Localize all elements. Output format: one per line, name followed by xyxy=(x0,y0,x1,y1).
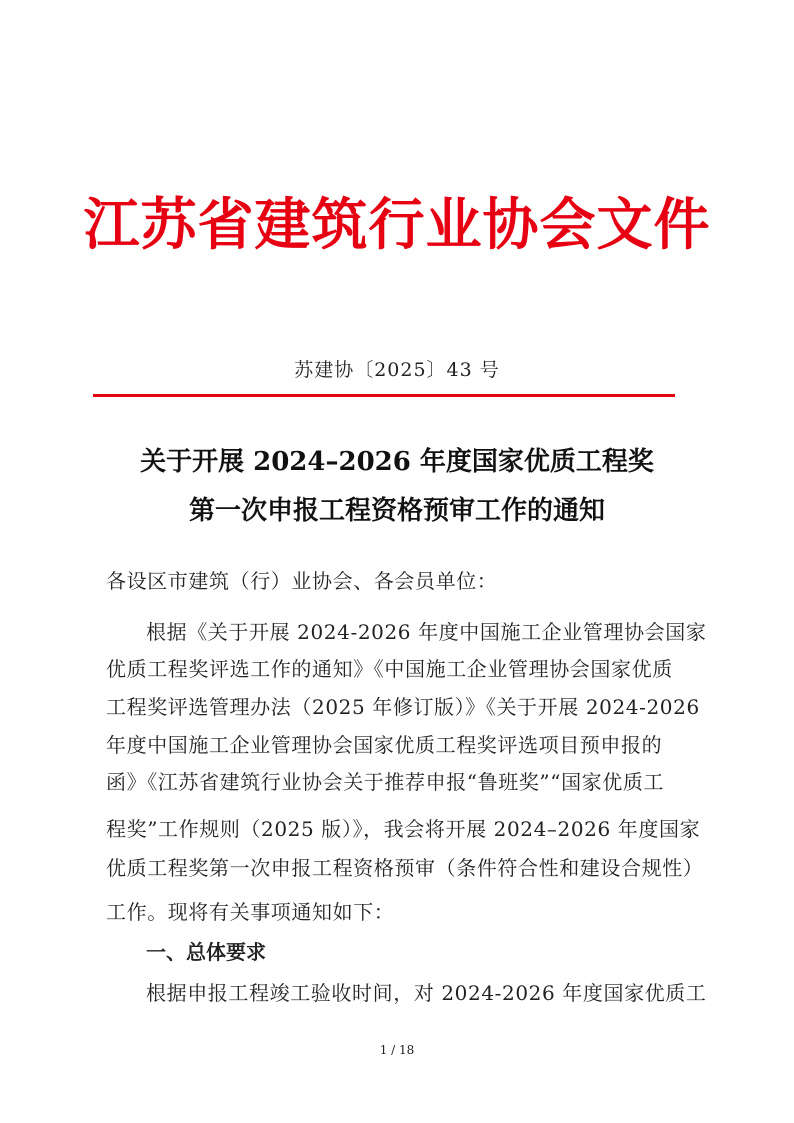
section-1-first-line: 根据申报工程竣工验收时间，对 2024-2026 年度国家优质工 xyxy=(146,981,707,1005)
notice-title-line-2: 第一次申报工程资格预审工作的通知 xyxy=(188,496,605,526)
body-line-8: 工作。现将有关事项通知如下： xyxy=(106,900,395,924)
body-line-4: 年度中国施工企业管理协会国家优质工程奖评选项目预申报的 xyxy=(106,733,663,757)
body-line-1: 根据《关于开展 2024-2026 年度中国施工企业管理协会国家 xyxy=(146,620,707,644)
body-line-3: 工程奖评选管理办法（2025 年修订版）》《关于开展 2024-2026 xyxy=(106,695,700,719)
body-line-6: 程奖”工作规则（2025 版）》，我会将开展 2024–2026 年度国家 xyxy=(106,817,701,841)
notice-title-line-1: 关于开展 2024–2026 年度国家优质工程奖 xyxy=(140,447,654,477)
document-number: 苏建协〔2025〕43 号 xyxy=(294,359,500,381)
document-header-title: 江苏省建筑行业协会文件 xyxy=(83,192,711,258)
body-line-7: 优质工程奖第一次申报工程资格预审（条件符合性和建设合规性） xyxy=(106,856,704,880)
body-line-5: 函》《江苏省建筑行业协会关于推荐申报“鲁班奖”“国家优质工 xyxy=(106,770,665,794)
section-1-heading: 一、总体要求 xyxy=(146,940,266,964)
body-line-2: 优质工程奖评选工作的通知》《中国施工企业管理协会国家优质 xyxy=(106,657,673,681)
page-number: 1 / 18 xyxy=(379,1043,415,1057)
salutation: 各设区市建筑（行）业协会、各会员单位： xyxy=(106,569,498,593)
red-header-rule xyxy=(93,394,675,397)
